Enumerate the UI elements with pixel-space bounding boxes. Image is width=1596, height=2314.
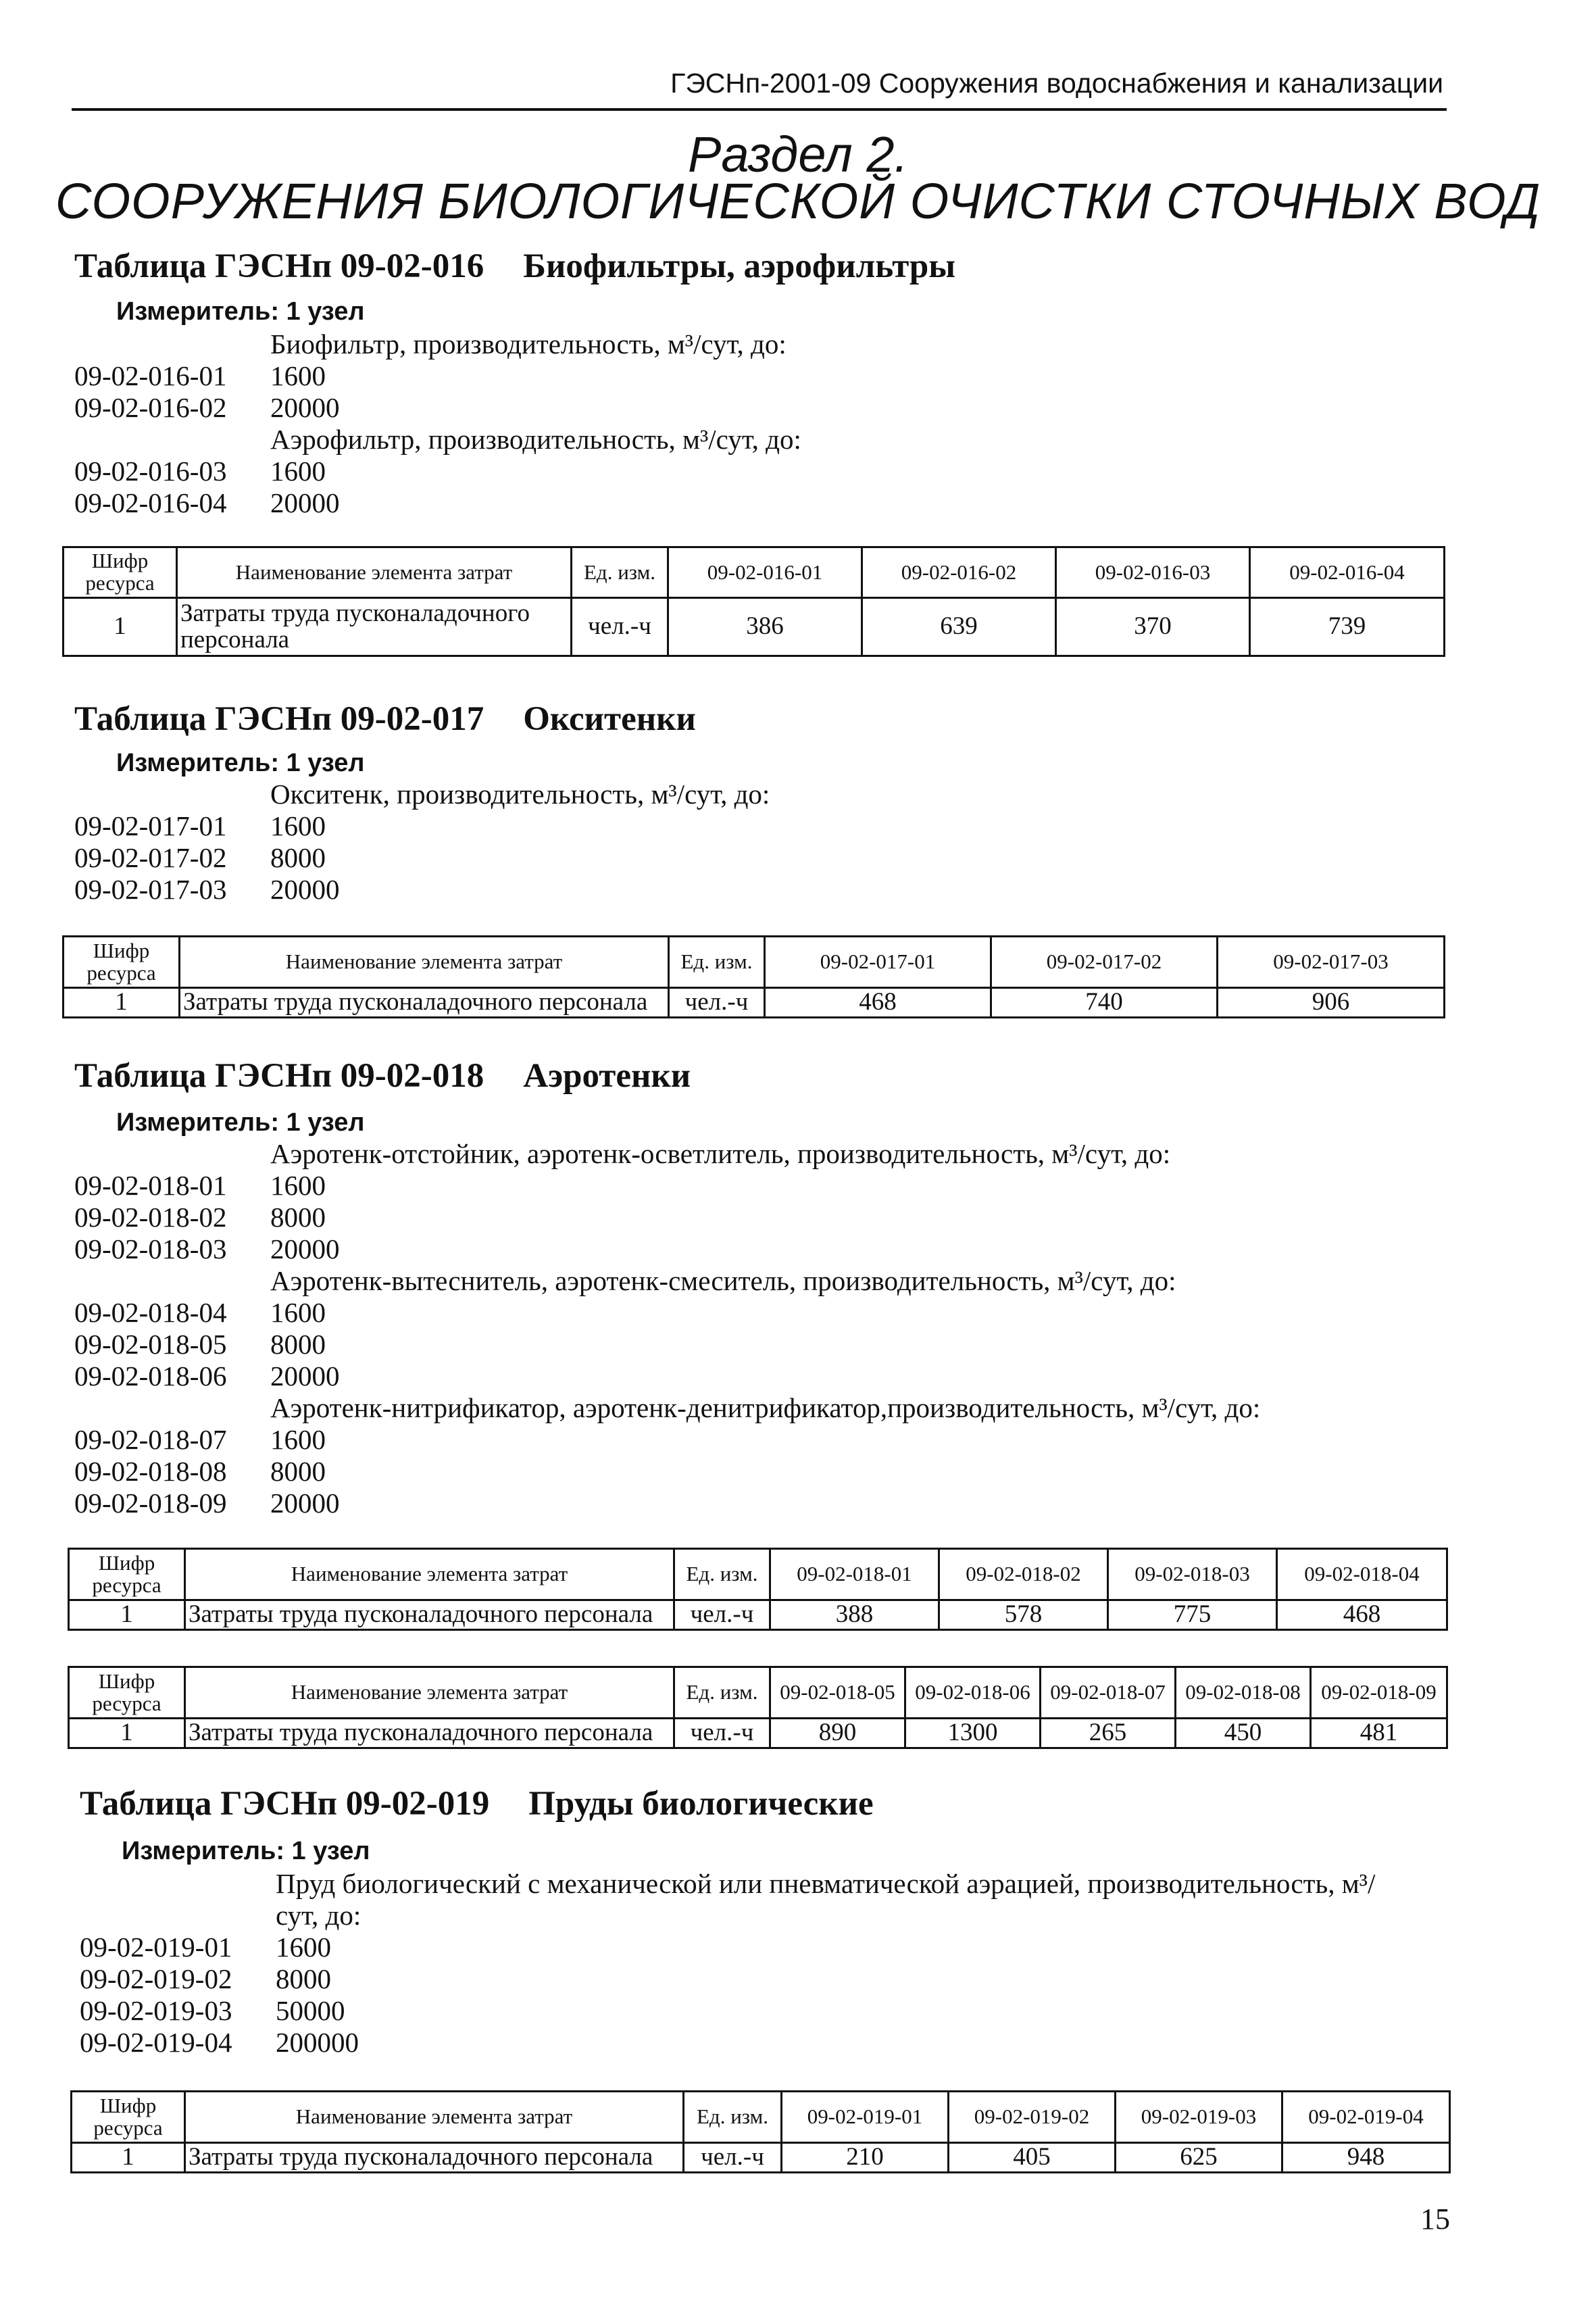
cell-value: 388 xyxy=(770,1600,939,1630)
header-col: 09-02-018-07 xyxy=(1041,1667,1176,1719)
table-017-measure: Измеритель: 1 узел xyxy=(116,749,365,777)
spec-item: 09-02-018-03 20000 xyxy=(74,1233,340,1264)
table-row xyxy=(69,1600,1447,1630)
cell-value: 906 xyxy=(1218,988,1445,1018)
table-016-costs xyxy=(62,546,1445,657)
cell-value: 948 xyxy=(1282,2143,1450,2173)
spec-item: 09-02-018-04 1600 xyxy=(74,1297,326,1328)
cell-value: 386 xyxy=(668,598,862,656)
table-row xyxy=(64,598,1445,656)
table-016-heading xyxy=(74,247,955,286)
spec-item: 09-02-018-07 1600 xyxy=(74,1424,326,1455)
cell-value: 1300 xyxy=(905,1719,1041,1748)
header-col: 09-02-018-02 xyxy=(939,1549,1108,1600)
table-row xyxy=(72,2143,1450,2173)
spec-item: 09-02-019-03 50000 xyxy=(80,1995,345,2026)
header-resource-code: Шифр ресурса xyxy=(69,1549,185,1600)
header-col: 09-02-019-04 xyxy=(1282,2092,1450,2143)
spec-description: Окситенк, производительность, м³/сут, до: xyxy=(270,779,770,810)
header-resource-code: Шифр ресурса xyxy=(72,2092,185,2143)
spec-item: 09-02-019-04 200000 xyxy=(80,2027,359,2058)
header-cost-element: Наименование элемента затрат xyxy=(180,937,669,988)
header-unit: Ед. изм. xyxy=(684,2092,782,2143)
table-019-label: Таблица ГЭСНп 09-02-019 xyxy=(80,1785,490,1823)
cell-cost-element: Затраты труда пусконаладочного персонала xyxy=(177,598,572,656)
header-col: 09-02-018-06 xyxy=(905,1667,1041,1719)
cell-value: 370 xyxy=(1056,598,1250,656)
table-017-name: Окситенки xyxy=(523,700,696,738)
table-017-costs xyxy=(62,935,1445,1018)
header-resource-code: Шифр ресурса xyxy=(64,547,177,598)
table-018-measure: Измеритель: 1 узел xyxy=(116,1108,365,1137)
header-cost-element: Наименование элемента затрат xyxy=(185,2092,684,2143)
cell-resource-code: 1 xyxy=(69,1600,185,1630)
header-col: 09-02-018-01 xyxy=(770,1549,939,1600)
spec-description: Аэрофильтр, производительность, м³/сут, до: xyxy=(270,424,801,455)
header-cost-element: Наименование элемента затрат xyxy=(185,1549,674,1600)
header-col: 09-02-016-04 xyxy=(1250,547,1445,598)
cell-value: 481 xyxy=(1311,1719,1447,1748)
cell-value: 265 xyxy=(1041,1719,1176,1748)
cell-unit: чел.-ч xyxy=(674,1600,770,1630)
table-016-name: Биофильтры, аэрофильтры xyxy=(523,247,956,285)
table-row xyxy=(69,1719,1447,1748)
table-018-spec xyxy=(74,1138,1260,1519)
header-col: 09-02-018-09 xyxy=(1311,1667,1447,1719)
cell-unit: чел.-ч xyxy=(684,2143,782,2173)
table-019-name: Пруды биологические xyxy=(528,1785,874,1823)
running-header: ГЭСНп-2001-09 Сооружения водоснабжения и канализации xyxy=(670,68,1443,99)
cell-cost-element: Затраты труда пусконаладочного персонала xyxy=(180,988,669,1018)
header-cost-element: Наименование элемента затрат xyxy=(185,1667,674,1719)
table-019-measure: Измеритель: 1 узел xyxy=(122,1837,370,1865)
cell-value: 468 xyxy=(1277,1600,1447,1630)
spec-item: 09-02-017-01 1600 xyxy=(74,810,326,841)
header-col: 09-02-019-03 xyxy=(1116,2092,1282,2143)
spec-item: 09-02-016-01 1600 xyxy=(74,360,326,391)
spec-item: 09-02-016-02 20000 xyxy=(74,392,340,423)
cell-resource-code: 1 xyxy=(69,1719,185,1748)
spec-item: 09-02-018-08 8000 xyxy=(74,1456,326,1487)
cell-cost-element: Затраты труда пусконаладочного персонала xyxy=(185,2143,684,2173)
table-017-spec xyxy=(74,779,770,906)
spec-item: 09-02-017-03 20000 xyxy=(74,874,340,905)
cell-resource-code: 1 xyxy=(64,598,177,656)
cell-resource-code: 1 xyxy=(72,2143,185,2173)
spec-item: 09-02-018-06 20000 xyxy=(74,1360,340,1392)
spec-description: Биофильтр, производительность, м³/сут, до: xyxy=(270,328,787,360)
header-resource-code: Шифр ресурса xyxy=(64,937,180,988)
table-017-heading xyxy=(74,699,696,739)
spec-item: 09-02-016-03 1600 xyxy=(74,456,326,487)
table-016-spec xyxy=(74,328,801,519)
header-col: 09-02-018-03 xyxy=(1108,1549,1277,1600)
header-col: 09-02-018-04 xyxy=(1277,1549,1447,1600)
spec-description: Аэротенк-отстойник, аэротенк-осветлитель, производительность, м³/сут, до: xyxy=(270,1138,1171,1169)
header-rule xyxy=(72,108,1447,111)
spec-item: 09-02-019-01 1600 xyxy=(80,1931,331,1963)
header-col: 09-02-017-03 xyxy=(1218,937,1445,988)
header-col: 09-02-016-01 xyxy=(668,547,862,598)
spec-item: 09-02-019-02 8000 xyxy=(80,1963,331,1994)
cell-value: 578 xyxy=(939,1600,1108,1630)
header-unit: Ед. изм. xyxy=(674,1549,770,1600)
spec-description: Аэротенк-нитрификатор, аэротенк-денитрификатор,производительность, м³/сут, до: xyxy=(270,1392,1261,1423)
table-row xyxy=(64,988,1445,1018)
header-unit: Ед. изм. xyxy=(669,937,765,988)
table-016-measure: Измеритель: 1 узел xyxy=(116,297,365,326)
cell-unit: чел.-ч xyxy=(674,1719,770,1748)
header-resource-code: Шифр ресурса xyxy=(69,1667,185,1719)
cell-value: 625 xyxy=(1116,2143,1282,2173)
table-019-costs xyxy=(70,2090,1451,2173)
header-cost-element: Наименование элемента затрат xyxy=(177,547,572,598)
spec-description: Аэротенк-вытеснитель, аэротенк-смеситель, производительность, м³/сут, до: xyxy=(270,1265,1176,1296)
cell-cost-element: Затраты труда пусконаладочного персонала xyxy=(185,1719,674,1748)
cell-resource-code: 1 xyxy=(64,988,180,1018)
table-018-label: Таблица ГЭСНп 09-02-018 xyxy=(74,1057,484,1095)
cell-value: 405 xyxy=(949,2143,1116,2173)
cell-value: 639 xyxy=(862,598,1056,656)
header-col: 09-02-018-05 xyxy=(770,1667,905,1719)
table-016-label: Таблица ГЭСНп 09-02-016 xyxy=(74,247,484,285)
table-018b-costs xyxy=(68,1666,1448,1749)
table-019-heading xyxy=(80,1784,874,1823)
header-col: 09-02-018-08 xyxy=(1176,1667,1311,1719)
table-018-name: Аэротенки xyxy=(523,1057,691,1095)
spec-item: 09-02-018-01 1600 xyxy=(74,1170,326,1201)
spec-item: 09-02-016-04 20000 xyxy=(74,487,340,518)
section-label: Раздел 2. xyxy=(687,126,909,182)
table-018a-costs xyxy=(68,1548,1448,1631)
cell-value: 210 xyxy=(782,2143,949,2173)
cell-value: 739 xyxy=(1250,598,1445,656)
header-unit: Ед. изм. xyxy=(674,1667,770,1719)
cell-unit: чел.-ч xyxy=(669,988,765,1018)
table-018-heading xyxy=(74,1056,691,1096)
cell-unit: чел.-ч xyxy=(572,598,668,656)
header-col: 09-02-019-01 xyxy=(782,2092,949,2143)
spec-item: 09-02-018-02 8000 xyxy=(74,1202,326,1233)
cell-value: 775 xyxy=(1108,1600,1277,1630)
header-col: 09-02-019-02 xyxy=(949,2092,1116,2143)
header-col: 09-02-017-02 xyxy=(991,937,1218,988)
page-number: 15 xyxy=(1420,2202,1450,2236)
header-unit: Ед. изм. xyxy=(572,547,668,598)
header-col: 09-02-016-02 xyxy=(862,547,1056,598)
header-col: 09-02-016-03 xyxy=(1056,547,1250,598)
cell-value: 740 xyxy=(991,988,1218,1018)
spec-item: 09-02-017-02 8000 xyxy=(74,842,326,873)
cell-cost-element: Затраты труда пусконаладочного персонала xyxy=(185,1600,674,1630)
header-col: 09-02-017-01 xyxy=(765,937,991,988)
cell-value: 890 xyxy=(770,1719,905,1748)
spec-description: Пруд биологический с механической или пневматической аэрацией, производительность, м³/сут, до: xyxy=(276,1868,1376,1931)
spec-item: 09-02-018-05 8000 xyxy=(74,1329,326,1360)
table-019-spec xyxy=(80,1868,1384,2059)
cell-value: 450 xyxy=(1176,1719,1311,1748)
spec-item: 09-02-018-09 20000 xyxy=(74,1487,340,1519)
section-title: СООРУЖЕНИЯ БИОЛОГИЧЕСКОЙ ОЧИСТКИ СТОЧНЫХ ВОД xyxy=(55,173,1541,229)
cell-value: 468 xyxy=(765,988,991,1018)
table-017-label: Таблица ГЭСНп 09-02-017 xyxy=(74,700,484,738)
